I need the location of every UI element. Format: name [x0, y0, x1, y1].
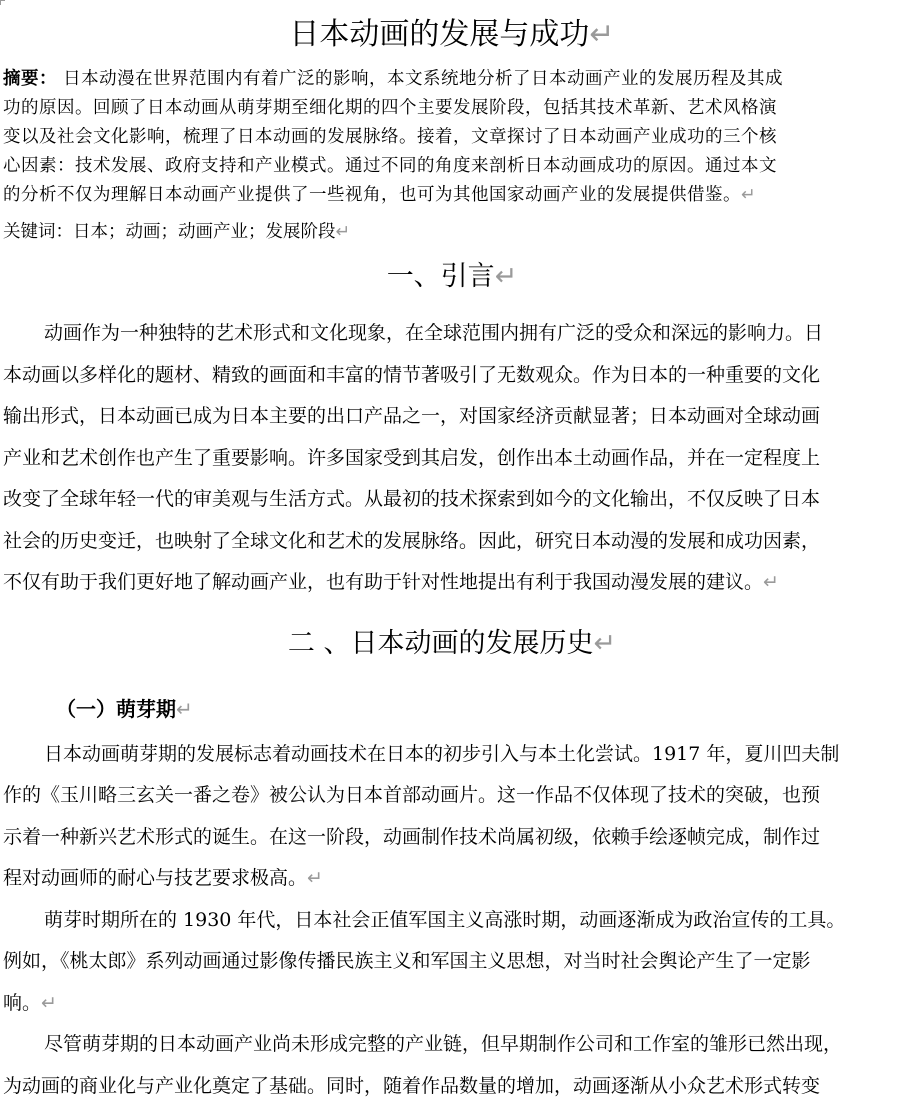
intro-paragraph: [0, 313, 904, 604]
text-line: 本动画以多样化的题材、精致的画面和丰富的情节著吸引了无数观众。作为日本的一种重要的文化: [3, 363, 821, 386]
text-line: 日本动画萌芽期的发展标志着动画技术在日本的初步引入与本土化尝试。1917 年，夏川凹夫制: [44, 742, 840, 765]
abstract: [0, 65, 904, 210]
text-line: 为动画的商业化与产业化奠定了基础。同时，随着作品数量的增加，动画逐渐从小众艺术形式转变: [3, 1074, 821, 1097]
page-corner-mark: [0, 0, 5, 5]
subheading-text: （一）萌芽期: [56, 696, 176, 721]
keywords-text: 日本；动画；动画产业；发展阶段: [73, 222, 336, 242]
text-line: 尽管萌芽期的日本动画产业尚未形成完整的产业链，但早期制作公司和工作室的雏形已然出现，: [44, 1033, 843, 1055]
paragraph-mark-icon: ↵: [307, 867, 323, 889]
document-title: [0, 15, 904, 55]
section-heading-intro: [0, 259, 904, 295]
text-span: 程对动画师的耐心与技艺要求极高。: [3, 867, 308, 889]
budding-section-body: [0, 734, 904, 1105]
abstract-line: 变以及社会文化影响，梳理了日本动画的发展脉络。接着，文章探讨了日本动画产业成功的三个核: [3, 127, 777, 147]
text-line: [3, 858, 904, 900]
paragraph-mark-icon: ↵: [41, 991, 57, 1014]
text-line: 动画作为一种独特的艺术形式和文化现象，在全球范围内拥有广泛的受众和深远的影响力。日: [44, 322, 824, 344]
text-span: 不仅有助于我们更好地了解动画产业，也有助于针对性地提出有利于我国动漫发展的建议。: [3, 571, 764, 593]
heading-text: 一、引言: [386, 261, 495, 292]
text-line: [3, 983, 904, 1025]
paragraph-mark-icon: ↵: [741, 185, 757, 205]
abstract-line: [3, 65, 904, 94]
paragraph-mark-icon: ↵: [176, 696, 193, 721]
title-text: 日本动画的发展与成功: [289, 17, 590, 52]
keywords-label: 关键词：: [3, 222, 73, 242]
text-line: 作的《玉川略三玄关一番之卷》被公认为日本首部动画片。这一作品不仅体现了技术的突破，也预: [3, 784, 821, 806]
abstract-text: 日本动漫在世界范围内有着广泛的影响，本文系统地分析了日本动画产业的发展历程及其成: [57, 69, 784, 89]
keywords: [0, 218, 904, 247]
text-span: 响。: [3, 991, 42, 1014]
abstract-label: 摘要：: [3, 69, 57, 89]
heading-text: 二 、日本动画的发展历史: [287, 627, 594, 659]
subsection-heading-budding: [0, 694, 904, 724]
text-line: [3, 562, 904, 604]
text-line: 例如，《桃太郎》系列动画通过影像传播民族主义和军国主义思想，对当时社会舆论产生了一定影: [3, 950, 811, 972]
text-line: 社会的历史变迁，也映射了全球文化和艺术的发展脉络。因此，研究日本动漫的发展和成功因素，: [3, 529, 821, 552]
text-line: 萌芽时期所在的 1930 年代，日本社会正值军国主义高涨时期，动画逐渐成为政治宣传的工具。: [44, 908, 846, 931]
text-line: 产业和艺术创作也产生了重要影响。许多国家受到其启发，创作出本土动画作品，并在一定程度上: [3, 446, 821, 469]
paragraph-mark-icon: ↵: [494, 261, 518, 292]
text-line: 输出形式，日本动画已成为日本主要的出口产品之一，对国家经济贡献显著；日本动画对全球动画: [3, 405, 821, 427]
abstract-line: [3, 181, 904, 210]
section-heading-history: [0, 626, 904, 662]
paragraph-mark-icon: ↵: [589, 17, 615, 52]
abstract-line: 心因素：技术发展、政府支持和产业模式。通过不同的角度来剖析日本动画成功的原因。通过本文: [3, 156, 777, 176]
paragraph-mark-icon: ↵: [593, 627, 617, 659]
text-line: 改变了全球年轻一代的审美观与生活方式。从最初的技术探索到如今的文化输出，不仅反映了日本: [3, 488, 821, 510]
abstract-text: 的分析不仅为理解日本动画产业提供了一些视角，也可为其他国家动画产业的发展提供借鉴。: [3, 185, 741, 205]
paragraph-mark-icon: ↵: [335, 222, 351, 242]
abstract-line: 功的原因。回顾了日本动画从萌芽期至细化期的四个主要发展阶段，包括其技术革新、艺术风格演: [3, 98, 777, 118]
text-line: 示着一种新兴艺术形式的诞生。在这一阶段，动画制作技术尚属初级，依赖手绘逐帧完成，制作过: [3, 825, 821, 848]
paragraph-mark-icon: ↵: [763, 571, 779, 593]
